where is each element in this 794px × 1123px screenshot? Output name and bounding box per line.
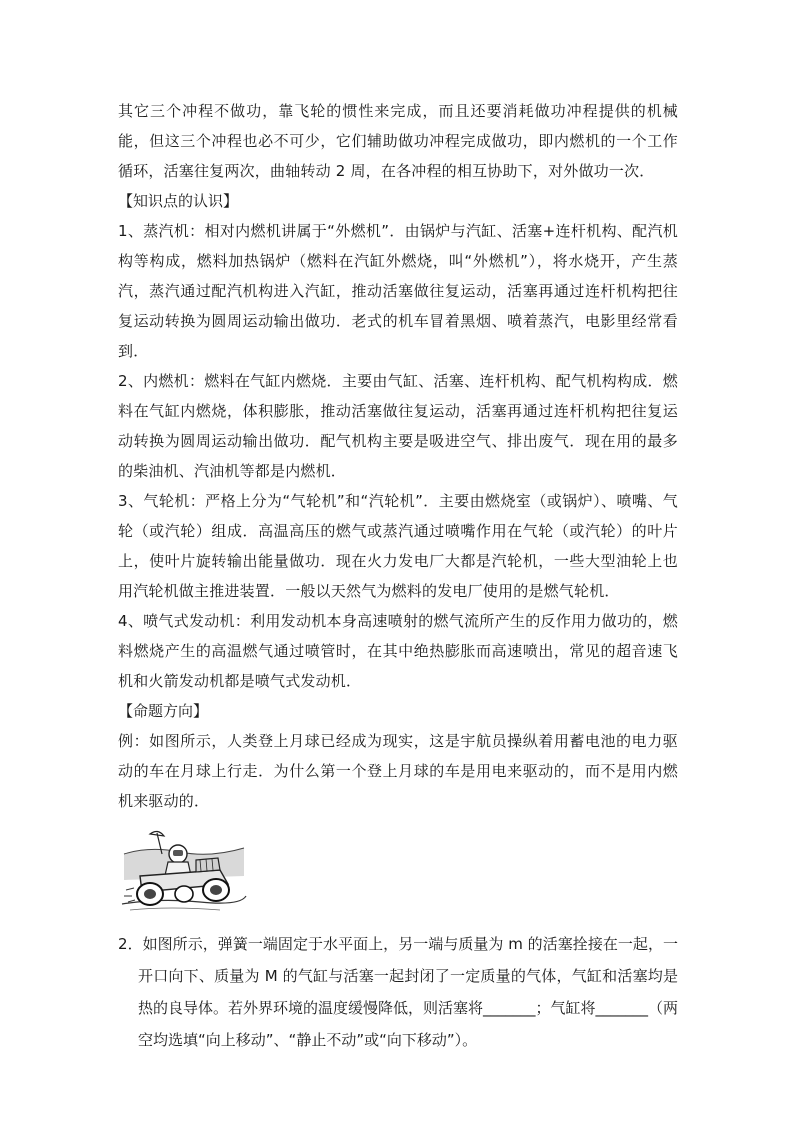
intro-paragraph: 其它三个冲程不做功，靠飞轮的惯性来完成，而且还要消耗做功冲程提供的机械能，但这三个冲程也必不可少，它们辅助做功冲程完成做功，即内燃机的一个工作循环，活塞往复两次，曲轴转动 2 周，在各冲程的相互协助下，对外做功一次． xyxy=(118,102,678,180)
question-2: 2．如图所示，弹簧一端固定于水平面上，另一端与质量为 m 的活塞拴接在一起，一开口向下、质量为 M 的气缸与活塞一起封闭了一定质量的气体，气缸和活塞均是热的良导体。若外界环境的温度缓慢降低，则活塞将_______；气缸将_______（两空均选填“向上移动”、“静止不动”或“向下移动”）。 xyxy=(118,935,679,1049)
knowledge-item-jet-engine: 4、喷气式发动机：利用发动机本身高速喷射的燃气流所产生的反作用力做功的，燃料燃烧产生的高温燃气通过喷管时，在其中绝热膨胀而高速喷出，常见的超音速飞机和火箭发动机都是喷气式发动机． xyxy=(118,612,678,690)
document-body xyxy=(118,96,678,1056)
lunar-rover-illustration xyxy=(120,824,248,914)
lunar-rover-sketch xyxy=(120,824,248,914)
example-paragraph: 例：如图所示，人类登上月球已经成为现实，这是宇航员操纵着用蓄电池的电力驱动的车在月球上行走．为什么第一个登上月球的车是用电来驱动的，而不是用内燃机来驱动的． xyxy=(118,732,678,810)
knowledge-item-steam-engine: 1、蒸汽机：相对内燃机讲属于“外燃机”．由锅炉与汽缸、活塞+连杆机构、配汽机构等构成，燃料加热锅炉（燃料在汽缸外燃烧，叫“外燃机”），将水烧开，产生蒸汽，蒸汽通过配汽机构进入汽缸，推动活塞做往复运动，活塞再通过连杆机构把往复运动转换为圆周运动输出做功．老式的机车冒着黑烟、喷着蒸汽，电影里经常看到． xyxy=(118,222,678,360)
knowledge-item-turbine: 3、气轮机：严格上分为“气轮机”和“汽轮机”．主要由燃烧室（或锅炉）、喷嘴、气轮（或汽轮）组成．高温高压的燃气或蒸汽通过喷嘴作用在气轮（或汽轮）的叶片上，使叶片旋转输出能量做功．现在火力发电厂大都是汽轮机，一些大型油轮上也用汽轮机做主推进装置．一般以天然气为燃料的发电厂使用的是燃气轮机． xyxy=(118,492,678,600)
section-heading-direction: 【命题方向】 xyxy=(118,702,209,720)
section-heading-knowledge: 【知识点的认识】 xyxy=(118,192,239,210)
knowledge-item-internal-combustion: 2、内燃机：燃料在气缸内燃烧．主要由气缸、活塞、连杆机构、配气机构构成．燃料在气缸内燃烧，体积膨胀，推动活塞做往复运动，活塞再通过连杆机构把往复运动转换为圆周运动输出做功．配气机构主要是吸进空气、排出废气．现在用的最多的柴油机、汽油机等都是内燃机． xyxy=(118,372,678,480)
